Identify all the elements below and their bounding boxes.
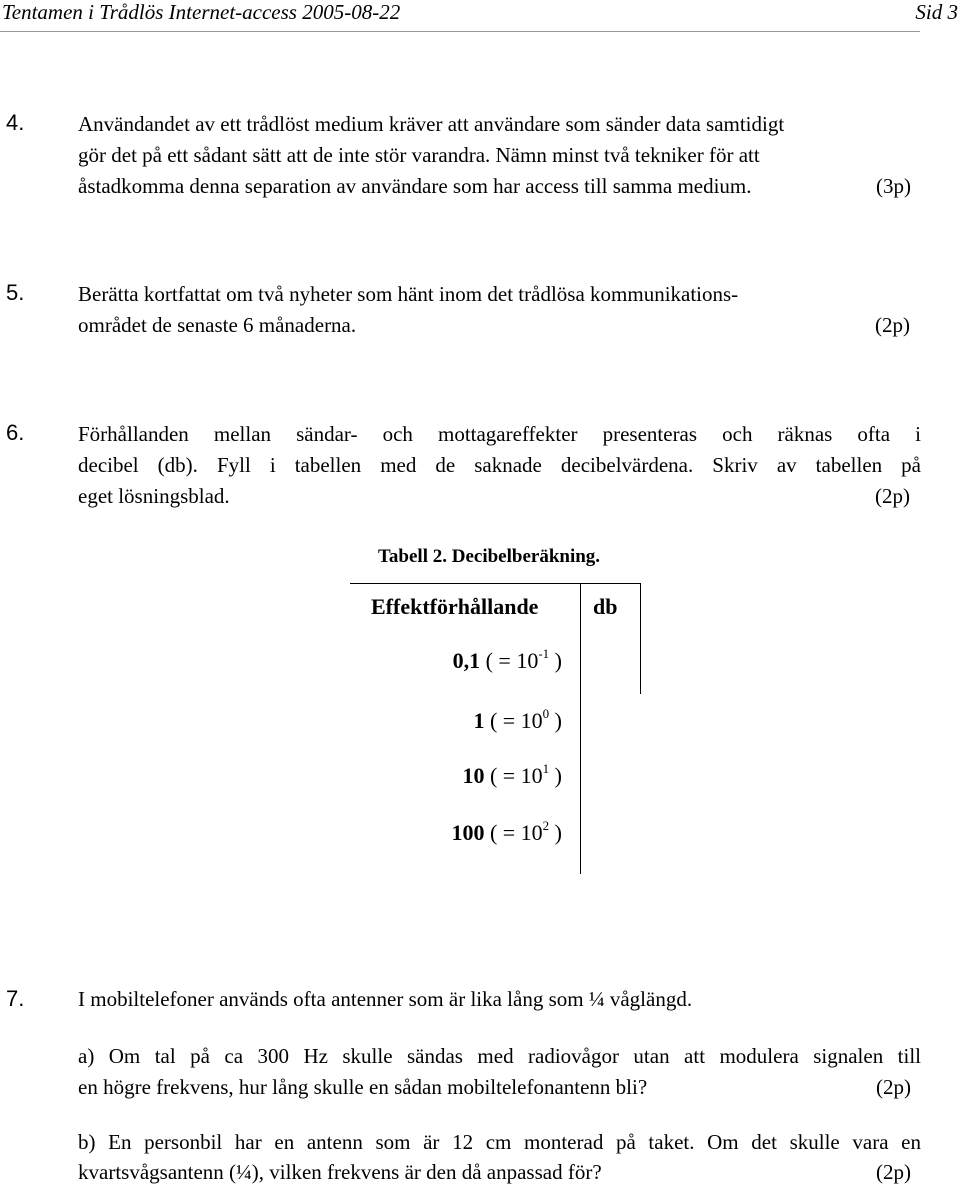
table-row: 0,1 ( = $10^{-1}$ ): [452, 646, 562, 673]
question-5-number: 5.: [6, 280, 25, 305]
question-4-line-1: Användandet av ett trådlöst medium kräver att användare som sänder data samtidigt: [78, 112, 785, 136]
table-header-ratio: Effektförhållande: [371, 594, 539, 619]
question-4-points: (3p): [876, 174, 911, 198]
table-header-db: db: [593, 594, 618, 619]
question-7b-points: (2p): [876, 1160, 911, 1184]
ratio-value: 0,1: [452, 648, 481, 673]
question-4-line-3: åstadkomma denna separation av användare som har access till samma medium.: [78, 174, 752, 198]
ratio-value: 1: [473, 708, 485, 733]
table-caption: Tabell 2. Decibelberäkning.: [378, 546, 601, 567]
question-7a-line-2: en högre frekvens, hur lång skulle en sådan mobiltelefonantenn bli?: [78, 1075, 648, 1099]
question-4-line-2: gör det på ett sådant sätt att de inte stör varandra. Nämn minst två tekniker för att: [78, 143, 760, 167]
question-7b-line-2: kvartsvågsantenn (¼), vilken frekvens är den då anpassad för?: [78, 1160, 602, 1184]
page-header: [0, 0, 960, 32]
question-5-line-2: området de senaste 6 månaderna.: [78, 313, 357, 337]
question-5-points: (2p): [875, 313, 910, 337]
question-7-number: 7.: [6, 986, 25, 1011]
question-5-line-1: Berätta kortfattat om två nyheter som hänt inom det trådlösa kommunikations-: [78, 282, 739, 306]
header-divider: [0, 31, 920, 32]
question-7b-line-1: b) En personbil har en antenn som är 12 cm monterad på taket. Om det skulle vara en: [78, 1130, 921, 1154]
table-row: 1 ( = $10^0$ ): [473, 706, 562, 733]
page-number: Sid 3: [915, 0, 958, 24]
ratio-value: 100: [451, 820, 485, 845]
question-6-number: 6.: [6, 420, 25, 445]
question-7a-points: (2p): [876, 1075, 911, 1099]
exam-title: Tentamen i Trådlös Internet-access 2005-08-22: [2, 0, 401, 24]
question-6-line-3: eget lösningsblad.: [78, 484, 230, 508]
table-row: 100 ( = $10^2$ ): [451, 818, 562, 845]
question-7a-line-1: a) Om tal på ca 300 Hz skulle sändas med radiovågor utan att modulera signalen till: [78, 1044, 921, 1068]
question-7-line-1: I mobiltelefoner används ofta antenner som är lika lång som ¼ våglängd.: [78, 987, 693, 1011]
table-row: 10 ( = $10^1$ ): [462, 761, 562, 788]
question-6-line-1: Förhållanden mellan sändar- och mottagareffekter presenteras och räknas ofta i: [78, 422, 921, 446]
question-6-points: (2p): [875, 484, 910, 508]
question-6-line-2: decibel (db). Fyll i tabellen med de saknade decibelvärdena. Skriv av tabellen på: [78, 453, 921, 477]
question-4-number: 4.: [6, 110, 25, 135]
ratio-value: 10: [462, 763, 485, 788]
